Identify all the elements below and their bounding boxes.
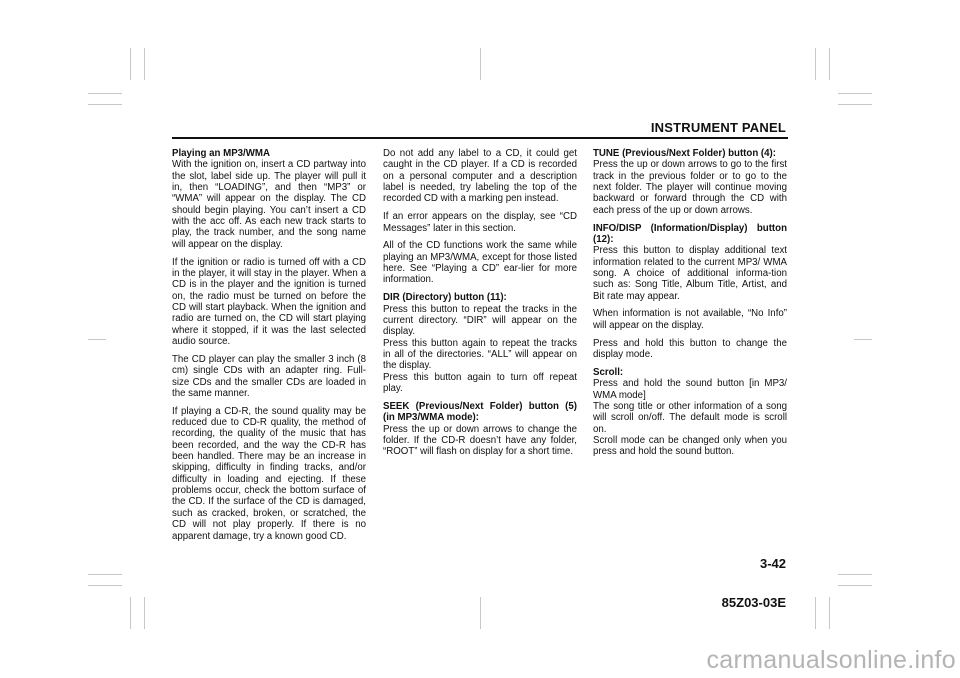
paragraph: Do not add any label to a CD, it could get caught in the CD player. If a CD is recorded on a personal computer and a description label is needed, try labeling the top of the recorded CD with a marking pen instead.: [383, 148, 577, 205]
paragraph-text: Press this button again to repeat the tracks in all of the directories. “ALL” will appear on the display.: [383, 337, 577, 372]
subheading-dir-button: DIR (Directory) button (11):: [383, 292, 507, 304]
crop-mark: [838, 104, 872, 105]
crop-mark: [854, 339, 872, 340]
paragraph: [172, 148, 366, 250]
paragraph: All of the CD functions work the same while playing an MP3/WMA, except for those listed here. See “Playing a CD” ear-lier for more information.: [383, 240, 577, 286]
paragraph-text: The song title or other information of a song will scroll on/off. The default mode is scroll on.: [593, 400, 787, 435]
crop-mark: [88, 574, 122, 575]
text-column-1: [172, 148, 366, 548]
paragraph: Press and hold this button to change the display mode.: [593, 337, 787, 360]
crop-mark: [829, 597, 830, 629]
crop-mark: [480, 48, 481, 80]
paragraph: The CD player can play the smaller 3 inch (8 cm) single CDs with an adapter ring. Full-size CDs and the smaller CDs are loaded in the same manner.: [172, 353, 366, 399]
subheading-tune-button: TUNE (Previous/Next Folder) button (4):: [593, 148, 776, 159]
crop-mark: [88, 339, 106, 340]
paragraph: If the ignition or radio is turned off with a CD in the player, it will stay in the player. When a CD is in the player and the ignition is turned on, the radio must be turned on before the CD will start playback. When the ignition and radio are turned on, the CD will start playing where it stopped, if it was the last selected audio source.: [172, 256, 366, 347]
paragraph-text: Press and hold the sound button [in MP3/ WMA mode]: [593, 378, 787, 401]
paragraph-text: Press the up or down arrows to change the folder. If the CD-R doesn’t have any folder, “ROOT” will flash on display for a short time.: [383, 423, 577, 458]
crop-mark: [130, 48, 131, 80]
crop-mark: [815, 597, 816, 629]
paragraph: If playing a CD-R, the sound quality may be reduced due to CD-R quality, the method of recording, the quality of the music that has been recorded, and the way the CD-R has been handled. There may be an increase in skipping, difficulty in finding tracks, and/or difficulty in loading and ejecting. If these problems occur, check the bottom surface of the CD. If the surface of the CD is damaged, such as cracked, broken, or scratched, the CD will not play properly. If there is no apparent damage, try a known good CD.: [172, 405, 366, 542]
crop-mark: [838, 585, 872, 586]
crop-mark: [829, 48, 830, 80]
crop-mark: [838, 93, 872, 94]
paragraph: [593, 367, 787, 458]
crop-mark: [88, 93, 122, 94]
crop-mark: [144, 597, 145, 629]
crop-mark: [88, 585, 122, 586]
document-code: 85Z03-03E: [721, 595, 786, 610]
text-column-2: [383, 148, 577, 464]
paragraph: [383, 401, 577, 458]
paragraph-text: Press this button again to turn off repeat play.: [383, 371, 577, 395]
subheading-scroll: Scroll:: [593, 366, 624, 378]
crop-mark: [815, 48, 816, 80]
crop-mark: [130, 597, 131, 629]
paragraph-text: Press this button to repeat the tracks in the current directory. “DIR” will appear on the display.: [383, 303, 577, 338]
subheading-seek-button: SEEK (Previous/Next Folder) button (5) (in MP3/WMA mode):: [383, 400, 577, 424]
page-number: 3-42: [759, 556, 786, 571]
paragraph: [593, 223, 787, 302]
watermark: carmanualsonline.info: [706, 646, 956, 674]
crop-mark: [838, 574, 872, 575]
paragraph-text: Scroll mode can be changed only when you press and hold the sound button.: [593, 434, 787, 458]
paragraph-text: Press the up or down arrows to go to the first track in the previous folder or to go to the next folder. The player will continue moving backward or forward through the CD with each press of the up or down arrows.: [593, 159, 787, 216]
section-title: INSTRUMENT PANEL: [650, 120, 786, 135]
header-rule: [172, 137, 788, 139]
paragraph: When information is not available, “No Info” will appear on the display.: [593, 308, 787, 331]
paragraph-text: With the ignition on, insert a CD partway into the slot, label side up. The player will pull it in, then “LOADING”, and then “MP3” or “WMA” will appear on the display. The CD should begin playing. You can’t insert a CD with the acc off. As each new track starts to play, the track number, and the song name will appear on the display.: [172, 159, 366, 250]
paragraph-text: Press this button to display additional text information related to the current MP3/ WMA song. A choice of additional informa-tion such as: Song Title, Album Title, Artist, and Bit rate may appear.: [593, 245, 787, 302]
text-column-3: [593, 148, 787, 464]
paragraph: [383, 292, 577, 394]
crop-mark: [480, 597, 481, 629]
subheading-playing-mp3: Playing an MP3/WMA: [172, 148, 270, 159]
crop-mark: [88, 104, 122, 105]
crop-mark: [144, 48, 145, 80]
subheading-info-disp-button: INFO/DISP (Information/Display) button (12):: [593, 222, 787, 245]
paragraph: If an error appears on the display, see “CD Messages” later in this section.: [383, 211, 577, 234]
paragraph: [593, 148, 787, 216]
